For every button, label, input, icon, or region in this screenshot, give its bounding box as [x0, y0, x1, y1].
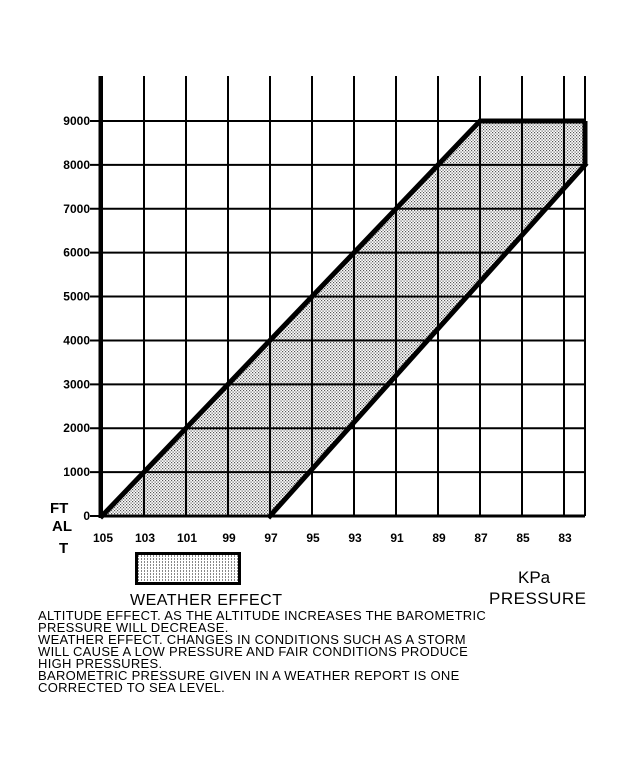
note-line: WILL CAUSE A LOW PRESSURE AND FAIR CONDITIONS PRODUCE	[38, 644, 469, 659]
y-axis-label: AL	[52, 518, 72, 535]
y-axis-label: FT	[50, 500, 69, 517]
x-tick-label: 97	[264, 531, 278, 545]
x-tick-label: 85	[516, 531, 530, 545]
x-tick-label: 103	[134, 531, 156, 545]
weather-effect-region	[102, 121, 585, 516]
y-tick-label: 1000	[63, 465, 90, 480]
y-tick-label: 5000	[63, 289, 90, 304]
x-axis-unit: KPa	[518, 568, 551, 587]
y-tick-label: 2000	[63, 421, 90, 436]
y-tick-label: 6000	[63, 245, 90, 260]
legend-label: WEATHER EFFECT	[130, 592, 283, 609]
x-tick-label: 99	[222, 531, 236, 545]
x-tick-label: 95	[306, 531, 320, 545]
x-tick-label: 105	[92, 531, 114, 545]
x-tick-label: 93	[348, 531, 362, 545]
y-tick-label: 7000	[63, 201, 90, 216]
y-tick-label: 8000	[63, 157, 90, 172]
x-tick-label: 87	[474, 531, 488, 545]
y-tick-label: 0	[83, 509, 90, 523]
note-line: CORRECTED TO SEA LEVEL.	[38, 680, 226, 695]
chart-notes	[38, 610, 618, 694]
x-tick-label: 89	[432, 531, 446, 545]
y-tick-label: 9000	[63, 114, 90, 128]
x-tick-label: 83	[558, 531, 572, 545]
note-line: ALTITUDE EFFECT. AS THE ALTITUDE INCREASES THE BAROMETRIC	[38, 608, 487, 623]
note-line: PRESSURE WILL DECREASE.	[38, 620, 229, 635]
x-axis-label: PRESSURE	[489, 589, 587, 608]
note-line: WEATHER EFFECT. CHANGES IN CONDITIONS SUCH AS A STORM	[38, 632, 466, 647]
y-axis-label: T	[59, 540, 69, 557]
x-tick-label: 101	[176, 531, 198, 545]
note-line: HIGH PRESSURES.	[38, 656, 163, 671]
y-tick-label: 3000	[63, 377, 90, 392]
note-line: BAROMETRIC PRESSURE GIVEN IN A WEATHER REPORT IS ONE	[38, 668, 460, 683]
legend-swatch	[135, 552, 241, 585]
x-tick-label: 91	[390, 531, 404, 545]
y-tick-label: 4000	[63, 333, 90, 348]
